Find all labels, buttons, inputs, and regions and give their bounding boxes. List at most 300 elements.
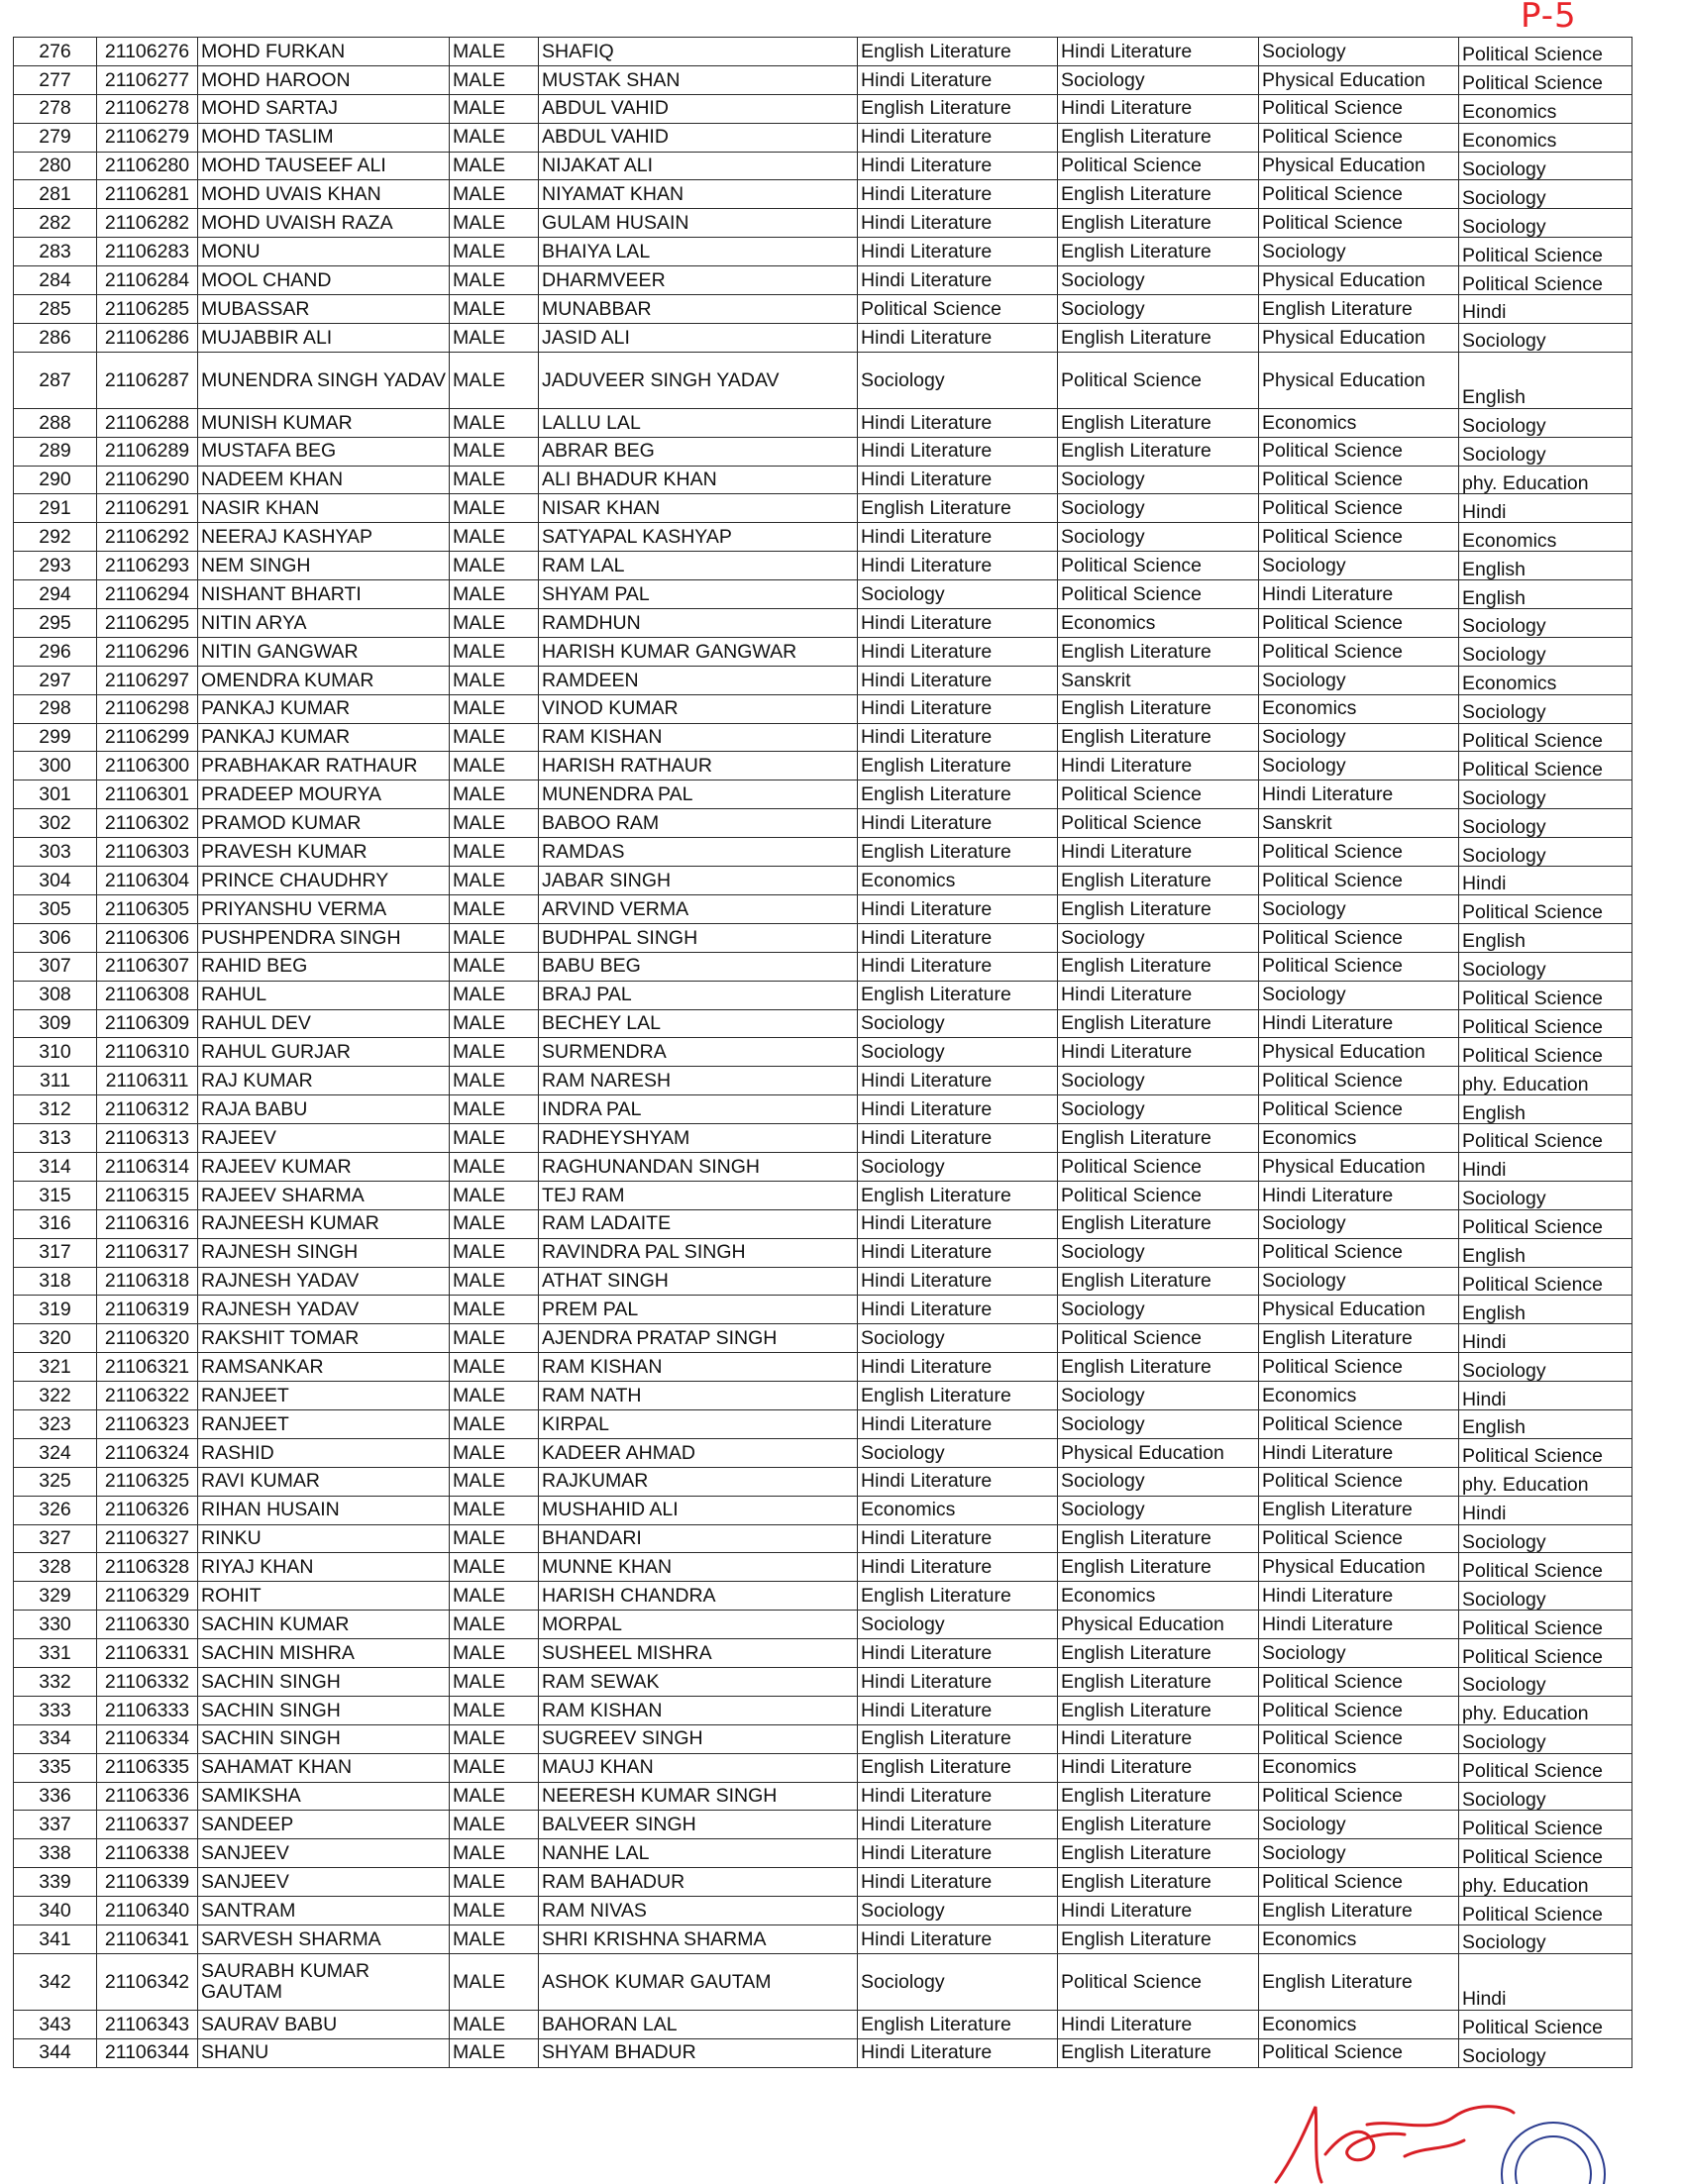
table-row [14,352,1632,408]
father-name-cell: BAHORAN LAL [539,2010,858,2038]
serial-number-cell: 300 [14,752,97,780]
subject-2-cell: Sociology [1058,1067,1259,1095]
student-name-cell: MOHD FURKAN [198,38,450,66]
subject-4-cell: Hindi [1459,1152,1632,1181]
subject-4-cell: Sociology [1459,952,1632,981]
subject-1-cell: Hindi Literature [858,408,1058,437]
gender-cell: MALE [450,408,539,437]
subject-2-cell: Hindi Literature [1058,2010,1259,2038]
student-name-cell: SACHIN KUMAR [198,1611,450,1639]
subject-3-cell: Economics [1259,408,1459,437]
student-name-cell: MOHD SARTAJ [198,94,450,123]
subject-3-cell: Sociology [1259,1839,1459,1868]
subject-2-cell: Political Science [1058,352,1259,408]
serial-number-cell: 289 [14,437,97,466]
table-row [14,1267,1632,1296]
subject-3-cell: Political Science [1259,180,1459,209]
gender-cell: MALE [450,1267,539,1296]
roll-number-cell: 21106306 [97,923,198,952]
student-name-cell: SARVESH SHARMA [198,1925,450,1954]
gender-cell: MALE [450,1611,539,1639]
serial-number-cell: 297 [14,666,97,694]
table-row [14,1038,1632,1067]
subject-2-cell: English Literature [1058,437,1259,466]
student-name-cell: NITIN GANGWAR [198,637,450,666]
serial-number-cell: 301 [14,780,97,809]
student-name-cell: RAJA BABU [198,1095,450,1124]
subject-1-cell: Hindi Literature [858,1696,1058,1724]
subject-2-cell: English Literature [1058,1925,1259,1954]
table-body [14,38,1632,2068]
subject-2-cell: English Literature [1058,1696,1259,1724]
serial-number-cell: 311 [14,1067,97,1095]
subject-3-cell: English Literature [1259,1496,1459,1524]
roll-number-cell: 21106340 [97,1897,198,1925]
table-row [14,1152,1632,1181]
subject-1-cell: English Literature [858,1753,1058,1782]
subject-1-cell: Political Science [858,295,1058,324]
serial-number-cell: 337 [14,1811,97,1839]
gender-cell: MALE [450,152,539,180]
subject-3-cell: Physical Education [1259,1152,1459,1181]
father-name-cell: BALVEER SINGH [539,1811,858,1839]
roll-number-cell: 21106305 [97,894,198,923]
subject-4-cell: Political Science [1459,981,1632,1009]
gender-cell: MALE [450,809,539,838]
subject-4-cell: English [1459,1238,1632,1267]
table-row [14,323,1632,352]
student-name-cell: SACHIN SINGH [198,1667,450,1696]
subject-3-cell: Sociology [1259,38,1459,66]
subject-1-cell: Sociology [858,1324,1058,1353]
subject-3-cell: Political Science [1259,466,1459,494]
subject-2-cell: Hindi Literature [1058,1038,1259,1067]
gender-cell: MALE [450,1953,539,2010]
subject-1-cell: Hindi Literature [858,152,1058,180]
serial-number-cell: 339 [14,1868,97,1897]
father-name-cell: INDRA PAL [539,1095,858,1124]
roll-number-cell: 21106284 [97,266,198,295]
subject-3-cell: Physical Education [1259,323,1459,352]
subject-1-cell: Hindi Literature [858,1524,1058,1553]
subject-3-cell: Sociology [1259,666,1459,694]
roll-number-cell: 21106308 [97,981,198,1009]
subject-1-cell: English Literature [858,752,1058,780]
table-row [14,867,1632,895]
student-name-cell: PRADEEP MOURYA [198,780,450,809]
serial-number-cell: 315 [14,1181,97,1209]
subject-4-cell: Hindi [1459,494,1632,523]
subject-4-cell: Political Science [1459,1753,1632,1782]
subject-3-cell: Physical Education [1259,1553,1459,1582]
signature [1276,2107,1514,2182]
subject-4-cell: Sociology [1459,1353,1632,1382]
subject-2-cell: English Literature [1058,894,1259,923]
gender-cell: MALE [450,1409,539,1438]
roll-number-cell: 21106319 [97,1296,198,1324]
subject-4-cell: Political Science [1459,1124,1632,1153]
subject-4-cell: Sociology [1459,408,1632,437]
subject-1-cell: Hindi Literature [858,666,1058,694]
subject-2-cell: Sociology [1058,1382,1259,1410]
subject-2-cell: English Literature [1058,952,1259,981]
serial-number-cell: 294 [14,580,97,609]
father-name-cell: RAM BAHADUR [539,1868,858,1897]
student-name-cell: SANDEEP [198,1811,450,1839]
father-name-cell: RAM KISHAN [539,1353,858,1382]
serial-number-cell: 344 [14,2038,97,2067]
gender-cell: MALE [450,266,539,295]
serial-number-cell: 298 [14,694,97,723]
subject-2-cell: Sociology [1058,1095,1259,1124]
gender-cell: MALE [450,2010,539,2038]
roll-number-cell: 21106317 [97,1238,198,1267]
subject-2-cell: Hindi Literature [1058,838,1259,867]
subject-2-cell: Sociology [1058,1467,1259,1496]
subject-4-cell: Sociology [1459,637,1632,666]
serial-number-cell: 282 [14,209,97,238]
gender-cell: MALE [450,1038,539,1067]
subject-4-cell: Political Science [1459,1811,1632,1839]
table-row [14,2010,1632,2038]
serial-number-cell: 276 [14,38,97,66]
serial-number-cell: 284 [14,266,97,295]
gender-cell: MALE [450,209,539,238]
signature-and-seal [1256,2095,1672,2184]
subject-1-cell: Hindi Literature [858,923,1058,952]
gender-cell: MALE [450,694,539,723]
gender-cell: MALE [450,1582,539,1611]
subject-2-cell: Political Science [1058,152,1259,180]
student-name-cell: SANJEEV [198,1868,450,1897]
subject-3-cell: Physical Education [1259,352,1459,408]
subject-1-cell: Economics [858,1496,1058,1524]
subject-2-cell: Hindi Literature [1058,1897,1259,1925]
subject-4-cell: Sociology [1459,1782,1632,1811]
student-name-cell: RANJEET [198,1382,450,1410]
roll-number-cell: 21106342 [97,1953,198,2010]
table-row [14,894,1632,923]
subject-3-cell: Sociology [1259,238,1459,266]
subject-2-cell: Political Science [1058,1953,1259,2010]
subject-3-cell: Political Science [1259,1238,1459,1267]
serial-number-cell: 285 [14,295,97,324]
subject-1-cell: Hindi Literature [858,1811,1058,1839]
student-name-cell: NASIR KHAN [198,494,450,523]
roll-number-cell: 21106311 [97,1067,198,1095]
roll-number-cell: 21106332 [97,1667,198,1696]
gender-cell: MALE [450,1553,539,1582]
gender-cell: MALE [450,1238,539,1267]
table-row [14,1382,1632,1410]
serial-number-cell: 316 [14,1209,97,1238]
table-row [14,666,1632,694]
roll-number-cell: 21106326 [97,1496,198,1524]
subject-2-cell: Sociology [1058,1409,1259,1438]
student-name-cell: SACHIN MISHRA [198,1639,450,1668]
gender-cell: MALE [450,666,539,694]
subject-3-cell: Political Science [1259,437,1459,466]
serial-number-cell: 305 [14,894,97,923]
subject-2-cell: Political Science [1058,1152,1259,1181]
subject-2-cell: English Literature [1058,1811,1259,1839]
subject-3-cell: Hindi Literature [1259,1438,1459,1467]
subject-2-cell: English Literature [1058,2038,1259,2067]
father-name-cell: JASID ALI [539,323,858,352]
roll-number-cell: 21106299 [97,723,198,752]
roll-number-cell: 21106321 [97,1353,198,1382]
father-name-cell: JABAR SINGH [539,867,858,895]
student-name-cell: RANJEET [198,1409,450,1438]
subject-1-cell: Hindi Literature [858,65,1058,94]
subject-2-cell: Political Science [1058,1324,1259,1353]
subject-3-cell: Hindi Literature [1259,1611,1459,1639]
subject-1-cell: Hindi Literature [858,1467,1058,1496]
subject-2-cell: Hindi Literature [1058,1724,1259,1753]
gender-cell: MALE [450,1724,539,1753]
roll-number-cell: 21106320 [97,1324,198,1353]
roll-number-cell: 21106295 [97,609,198,638]
subject-3-cell: Political Science [1259,1409,1459,1438]
serial-number-cell: 329 [14,1582,97,1611]
serial-number-cell: 283 [14,238,97,266]
table-row [14,1839,1632,1868]
table-row [14,1868,1632,1897]
serial-number-cell: 318 [14,1267,97,1296]
subject-3-cell: Political Science [1259,609,1459,638]
subject-2-cell: Sociology [1058,523,1259,552]
subject-1-cell: English Literature [858,1382,1058,1410]
table-row [14,1811,1632,1839]
subject-1-cell: English Literature [858,1181,1058,1209]
subject-3-cell: Political Science [1259,209,1459,238]
subject-2-cell: Sociology [1058,1496,1259,1524]
subject-3-cell: Sociology [1259,723,1459,752]
serial-number-cell: 307 [14,952,97,981]
subject-1-cell: Hindi Literature [858,552,1058,580]
student-name-cell: MOHD TASLIM [198,123,450,152]
father-name-cell: MUSHAHID ALI [539,1496,858,1524]
father-name-cell: SHYAM BHADUR [539,2038,858,2067]
serial-number-cell: 293 [14,552,97,580]
subject-1-cell: Hindi Literature [858,694,1058,723]
serial-number-cell: 308 [14,981,97,1009]
table-row [14,952,1632,981]
subject-4-cell: Sociology [1459,2038,1632,2067]
subject-2-cell: English Literature [1058,1667,1259,1696]
subject-4-cell: phy. Education [1459,1067,1632,1095]
father-name-cell: BHAIYA LAL [539,238,858,266]
student-name-cell: RAHUL DEV [198,1009,450,1038]
table-row [14,723,1632,752]
father-name-cell: JADUVEER SINGH YADAV [539,352,858,408]
table-row [14,1209,1632,1238]
table-row [14,1753,1632,1782]
student-name-cell: PRINCE CHAUDHRY [198,867,450,895]
father-name-cell: NANHE LAL [539,1839,858,1868]
table-row [14,1353,1632,1382]
serial-number-cell: 299 [14,723,97,752]
subject-4-cell: Political Science [1459,2010,1632,2038]
father-name-cell: SHRI KRISHNA SHARMA [539,1925,858,1954]
roll-number-cell: 21106282 [97,209,198,238]
roll-number-cell: 21106314 [97,1152,198,1181]
subject-1-cell: Hindi Literature [858,466,1058,494]
serial-number-cell: 309 [14,1009,97,1038]
father-name-cell: ABDUL VAHID [539,94,858,123]
subject-3-cell: Political Science [1259,1067,1459,1095]
subject-3-cell: Sociology [1259,1811,1459,1839]
student-name-cell: RAHUL [198,981,450,1009]
subject-1-cell: English Literature [858,1724,1058,1753]
subject-1-cell: Hindi Literature [858,523,1058,552]
table-row [14,981,1632,1009]
father-name-cell: KIRPAL [539,1409,858,1438]
roll-number-cell: 21106301 [97,780,198,809]
student-name-cell: SANTRAM [198,1897,450,1925]
subject-2-cell: English Literature [1058,723,1259,752]
subject-1-cell: Hindi Literature [858,1868,1058,1897]
subject-2-cell: English Literature [1058,1009,1259,1038]
student-name-cell: PRABHAKAR RATHAUR [198,752,450,780]
subject-1-cell: Hindi Literature [858,609,1058,638]
table-row [14,1925,1632,1954]
table-row [14,923,1632,952]
gender-cell: MALE [450,295,539,324]
subject-1-cell: English Literature [858,838,1058,867]
subject-1-cell: English Literature [858,1582,1058,1611]
father-name-cell: AJENDRA PRATAP SINGH [539,1324,858,1353]
subject-1-cell: Hindi Literature [858,952,1058,981]
roll-number-cell: 21106288 [97,408,198,437]
student-name-cell: RAMSANKAR [198,1353,450,1382]
gender-cell: MALE [450,780,539,809]
gender-cell: MALE [450,1353,539,1382]
gender-cell: MALE [450,637,539,666]
roll-number-cell: 21106286 [97,323,198,352]
roll-number-cell: 21106302 [97,809,198,838]
roll-number-cell: 21106327 [97,1524,198,1553]
student-name-cell: SACHIN SINGH [198,1724,450,1753]
student-name-cell: MUJABBIR ALI [198,323,450,352]
table-row [14,295,1632,324]
subject-3-cell: Economics [1259,2010,1459,2038]
father-name-cell: MUNNE KHAN [539,1553,858,1582]
serial-number-cell: 290 [14,466,97,494]
father-name-cell: RAJKUMAR [539,1467,858,1496]
father-name-cell: MUNABBAR [539,295,858,324]
student-name-cell: SAHAMAT KHAN [198,1753,450,1782]
subject-4-cell: Political Science [1459,65,1632,94]
serial-number-cell: 325 [14,1467,97,1496]
subject-3-cell: Political Science [1259,637,1459,666]
father-name-cell: HARISH RATHAUR [539,752,858,780]
father-name-cell: NEERESH KUMAR SINGH [539,1782,858,1811]
seal [1502,2123,1605,2184]
subject-2-cell: English Literature [1058,867,1259,895]
gender-cell: MALE [450,352,539,408]
table-row [14,94,1632,123]
subject-4-cell: Sociology [1459,1724,1632,1753]
gender-cell: MALE [450,952,539,981]
roll-number-cell: 21106331 [97,1639,198,1668]
subject-1-cell: Hindi Literature [858,1067,1058,1095]
roll-number-cell: 21106328 [97,1553,198,1582]
subject-4-cell: Political Science [1459,1839,1632,1868]
roll-number-cell: 21106298 [97,694,198,723]
table-row [14,552,1632,580]
gender-cell: MALE [450,123,539,152]
table-row [14,523,1632,552]
subject-2-cell: English Literature [1058,1267,1259,1296]
table-row [14,437,1632,466]
serial-number-cell: 324 [14,1438,97,1467]
roll-number-cell: 21106318 [97,1267,198,1296]
subject-4-cell: Political Science [1459,1438,1632,1467]
subject-3-cell: Political Science [1259,952,1459,981]
subject-2-cell: Political Science [1058,780,1259,809]
subject-3-cell: Political Science [1259,1095,1459,1124]
subject-4-cell: English [1459,1095,1632,1124]
table-row [14,2038,1632,2067]
subject-3-cell: Economics [1259,1124,1459,1153]
student-name-cell: RASHID [198,1438,450,1467]
roll-number-cell: 21106285 [97,295,198,324]
father-name-cell: BUDHPAL SINGH [539,923,858,952]
subject-3-cell: Economics [1259,1925,1459,1954]
subject-4-cell: Hindi [1459,295,1632,324]
subject-3-cell: Sociology [1259,1209,1459,1238]
subject-4-cell: Sociology [1459,838,1632,867]
subject-1-cell: Economics [858,867,1058,895]
subject-3-cell: Political Science [1259,923,1459,952]
student-name-cell: RAJEEV SHARMA [198,1181,450,1209]
subject-2-cell: English Literature [1058,1839,1259,1868]
subject-2-cell: Political Science [1058,580,1259,609]
table-row [14,152,1632,180]
subject-1-cell: Hindi Literature [858,637,1058,666]
serial-number-cell: 332 [14,1667,97,1696]
gender-cell: MALE [450,1095,539,1124]
roll-number-cell: 21106292 [97,523,198,552]
serial-number-cell: 322 [14,1382,97,1410]
father-name-cell: RAM LADAITE [539,1209,858,1238]
father-name-cell: GULAM HUSAIN [539,209,858,238]
serial-number-cell: 343 [14,2010,97,2038]
student-name-cell: RAJ KUMAR [198,1067,450,1095]
subject-2-cell: Hindi Literature [1058,981,1259,1009]
subject-4-cell: Sociology [1459,1181,1632,1209]
subject-3-cell: Political Science [1259,1782,1459,1811]
subject-1-cell: Hindi Literature [858,238,1058,266]
gender-cell: MALE [450,466,539,494]
subject-2-cell: Sociology [1058,1296,1259,1324]
student-name-cell: PRAMOD KUMAR [198,809,450,838]
roll-number-cell: 21106334 [97,1724,198,1753]
subject-3-cell: English Literature [1259,1897,1459,1925]
roll-number-cell: 21106280 [97,152,198,180]
table-row [14,1296,1632,1324]
student-name-cell: RAJNESH YADAV [198,1267,450,1296]
roll-number-cell: 21106338 [97,1839,198,1868]
gender-cell: MALE [450,38,539,66]
gender-cell: MALE [450,1696,539,1724]
roll-number-cell: 21106281 [97,180,198,209]
subject-3-cell: Political Science [1259,1467,1459,1496]
serial-number-cell: 341 [14,1925,97,1954]
subject-2-cell: English Literature [1058,123,1259,152]
roll-number-cell: 21106329 [97,1582,198,1611]
